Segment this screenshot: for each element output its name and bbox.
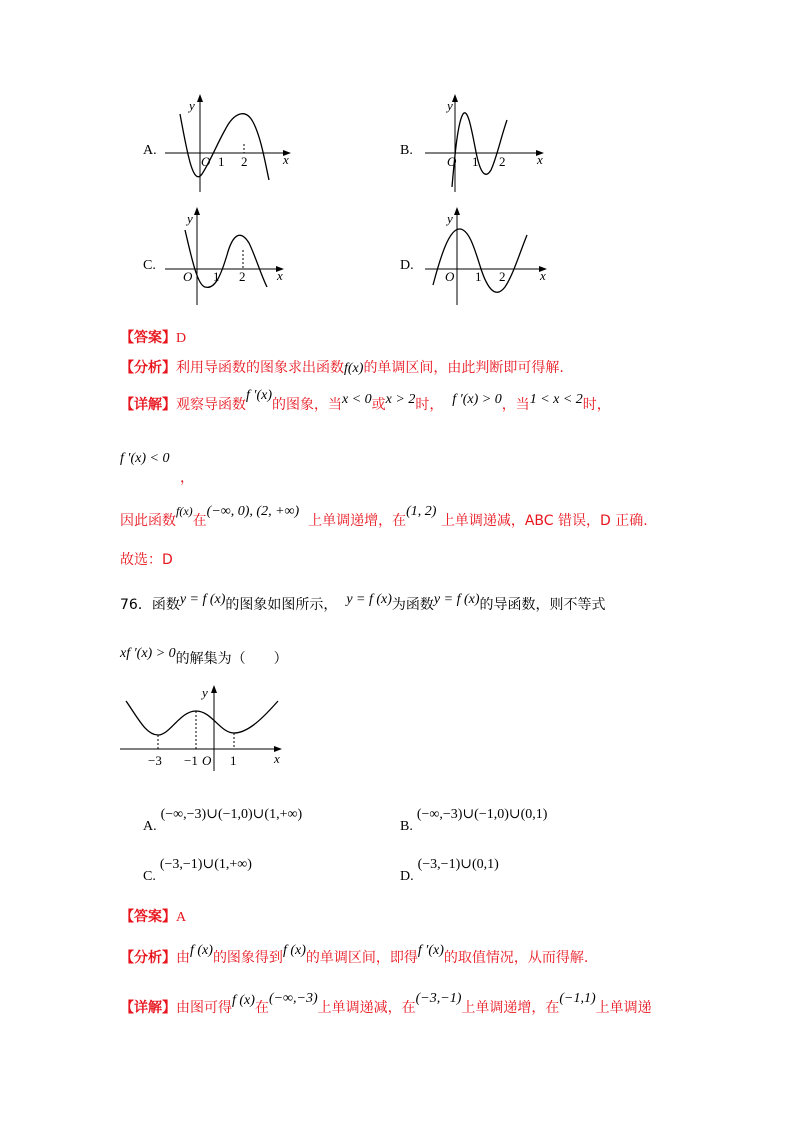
q75-detail-cont: f ′(x) < 0 ， [120, 451, 194, 486]
svg-text:2: 2 [239, 269, 246, 284]
option-d-graph [425, 205, 555, 305]
svg-text:y: y [202, 685, 208, 700]
svg-text:x: x [274, 751, 280, 766]
svg-text:1: 1 [230, 753, 237, 768]
option-a-label: A. [143, 143, 157, 158]
svg-text:2: 2 [499, 269, 506, 284]
option-b-label: B. [400, 143, 413, 158]
svg-text:y: y [189, 98, 195, 113]
svg-text:2: 2 [241, 154, 248, 169]
q76-option-a: A.(−∞,−3)∪(−1,0)∪(1,+∞) [143, 807, 303, 834]
q76-stem-cont: xf ′(x) > 0的解集为（ ） [120, 646, 288, 667]
q75-conclusion: 因此函数f(x)在(−∞, 0), (2, +∞) 上单调递增，在(1, 2) 上单调递减，ABC 错误，D 正确. [120, 504, 648, 529]
svg-text:O: O [447, 154, 457, 169]
svg-text:O: O [201, 154, 211, 169]
q76-option-d: D.(−3,−1)∪(0,1) [400, 857, 499, 884]
svg-text:−3: −3 [148, 753, 162, 768]
q75-detail: 【详解】观察导函数f ′(x)的图象，当x < 0或x > 2时， f ′(x) > 0，当1 < x < 2时， [120, 388, 611, 413]
svg-text:O: O [202, 753, 212, 768]
svg-text:y: y [447, 211, 453, 226]
svg-text:O: O [183, 269, 193, 284]
svg-text:1: 1 [472, 154, 479, 169]
q76-answer: 【答案】A [120, 909, 187, 925]
svg-text:2: 2 [499, 154, 506, 169]
q76-detail: 【详解】由图可得f (x)在(−∞,−3)上单调递减，在(−3,−1)上单调递增，在(−1,1)上单调递 [120, 991, 652, 1016]
svg-text:O: O [445, 269, 455, 284]
svg-text:x: x [540, 268, 546, 283]
q76-option-b: B.(−∞,−3)∪(−1,0)∪(0,1) [400, 807, 548, 834]
option-a-graph [165, 92, 295, 192]
q75-answer: 【答案】D [120, 330, 187, 346]
option-c-label: C. [143, 258, 156, 273]
q75-choice: 故选：D [120, 552, 173, 568]
q76-stem: 76．函数y = f (x)的图象如图所示， y = f (x)为函数y = f (x)的导函数，则不等式 [120, 592, 606, 613]
q75-analysis: 【分析】利用导函数的图象求出函数f(x)的单调区间，由此判断即可得解. [120, 360, 564, 376]
svg-text:1: 1 [218, 154, 225, 169]
q76-analysis: 【分析】由f (x)的图象得到f (x)的单调区间，即得f ′(x)的取值情况，从而得解. [120, 943, 589, 966]
svg-text:y: y [187, 211, 193, 226]
q76-option-c: C.(−3,−1)∪(1,+∞) [143, 857, 252, 884]
option-c-graph [165, 205, 295, 305]
q76-graph [118, 683, 293, 773]
svg-text:1: 1 [475, 269, 482, 284]
svg-text:x: x [283, 152, 289, 167]
option-b-graph [425, 92, 555, 192]
svg-text:x: x [537, 152, 543, 167]
svg-text:1: 1 [213, 269, 220, 284]
svg-text:y: y [447, 98, 453, 113]
svg-text:−1: −1 [184, 753, 198, 768]
svg-text:x: x [277, 268, 283, 283]
option-d-label: D. [400, 258, 414, 273]
